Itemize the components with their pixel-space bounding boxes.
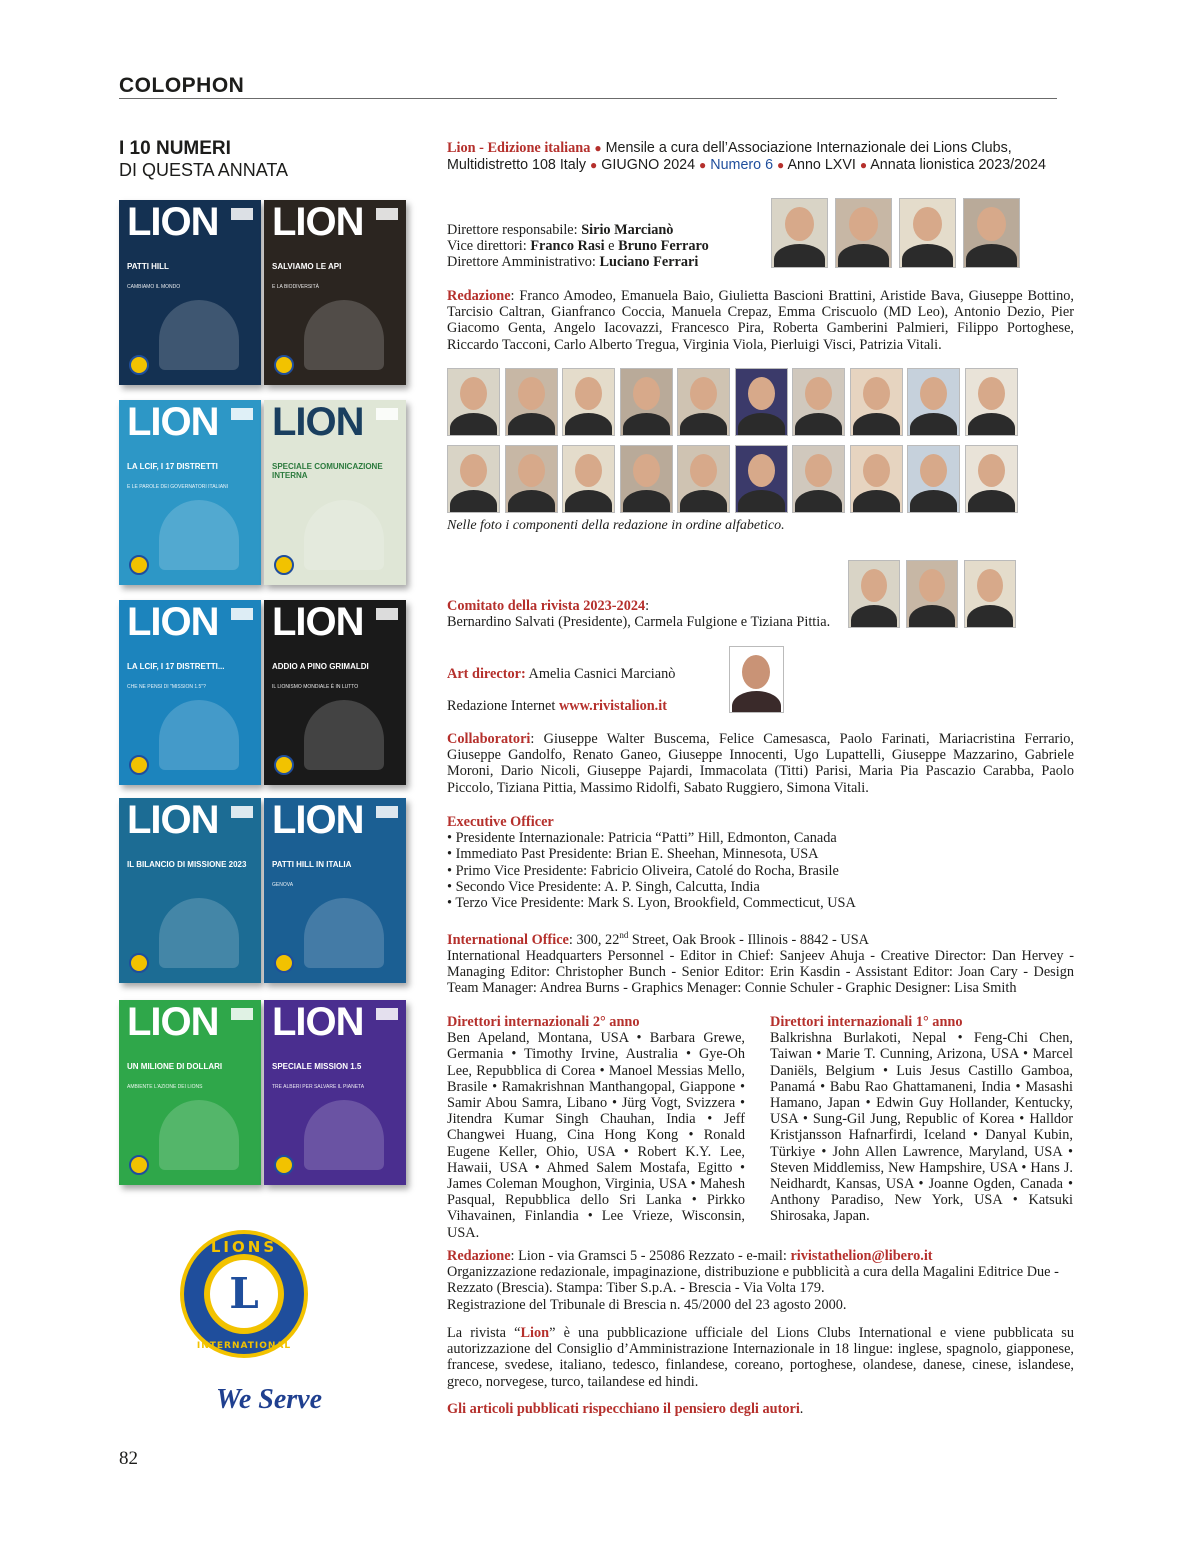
cover-masthead: LION xyxy=(272,400,364,444)
lions-emblem-icon xyxy=(274,755,294,775)
logo-letter: L xyxy=(229,1269,259,1318)
cover-headline: SALVIAMO LE API xyxy=(272,262,342,271)
portrait-photo xyxy=(850,368,903,436)
portrait-photo xyxy=(792,368,845,436)
cover-masthead: LION xyxy=(127,400,219,444)
comitato-text: Bernardino Salvati (Presidente), Carmela Fulgione e Tiziana Pittia. xyxy=(447,614,831,631)
cover-subheadline: AMBIENTE L'AZIONE DEI LIONS xyxy=(127,1084,203,1090)
portrait-photo xyxy=(505,445,558,513)
directors-2nd-year-block xyxy=(447,1014,745,1241)
portrait-photo xyxy=(848,560,900,628)
cover-masthead: LION xyxy=(272,600,364,644)
cover-headline: IL BILANCIO DI MISSIONE 2023 xyxy=(127,860,247,869)
cover-subheadline: E LE PAROLE DEI GOVERNATORI ITALIANI xyxy=(127,484,229,490)
office-personnel: International Headquarters Personnel - Editor in Chief: Sanjeev Ahuja - Creative Director: Dan Hervey - Managing Editor: Christopher Bunch - Senior Editor: Erin Kasdin - Assistant Editor: Joan Cary - Design Team Manager: Andrea Burns - Graphics Menager: Connie Schuler - Graphic Designer: Lisa Smith xyxy=(447,947,1074,997)
magazine-cover xyxy=(264,400,406,585)
cover-barcode-icon xyxy=(231,208,253,220)
edition-season: Annata lionistica 2023/2024 xyxy=(870,156,1046,173)
executive-item: • Terzo Vice Presidente: Mark S. Lyon, Brookfield, Commecticut, USA xyxy=(447,895,856,912)
lions-emblem-icon xyxy=(274,355,294,375)
redazione-text: : Franco Amodeo, Emanuela Baio, Giulietta Bascioni Brattini, Aristide Bava, Giuseppe Bottino, Tarcisio Caltran, Gianfranco Coccia, Manuela Crepaz, Emma Criscuolo (MD Leo), Antonio Dezio, Pier Giacomo Genta, Angelo Iacovazzi, Francesco Pira, Roberta Gamberini Palmieri, Filippo Portoghese, Riccardo Tacconi, Carlo Alberto Tregua, Virginia Viola, Pierluigi Visci, Patrizia Vitali. xyxy=(447,288,1074,353)
cover-headline: ADDIO A PINO GRIMALDI xyxy=(272,662,369,671)
portrait-photo xyxy=(850,445,903,513)
executive-item: • Immediato Past Presidente: Brian E. Sheehan, Minnesota, USA xyxy=(447,846,819,863)
comitato-colon: : xyxy=(645,598,650,614)
cover-barcode-icon xyxy=(376,608,398,620)
executive-block xyxy=(447,814,1074,911)
cover-headline: LA LCIF, I 17 DISTRETTI... xyxy=(127,662,225,671)
edition-info xyxy=(447,140,1087,173)
director-label: Direttore responsabile: xyxy=(447,222,582,238)
lions-emblem-icon xyxy=(129,555,149,575)
redazione-address-label: Redazione xyxy=(447,1248,511,1264)
cover-barcode-icon xyxy=(376,1008,398,1020)
cover-artwork xyxy=(304,300,384,370)
cover-artwork xyxy=(159,300,239,370)
portrait-photo xyxy=(505,368,558,436)
publishing-info: Organizzazione redazionale, impaginazione, distribuzione e pubblicità a cura della Magalini Editrice Due - Rezzato (Brescia). Stampa: Tiber S.p.A. - Brescia - Via Volta 179. xyxy=(447,1264,1059,1297)
cover-subheadline: TRE ALBERI PER SALVARE IL PIANETA xyxy=(272,1084,365,1090)
internet-block xyxy=(447,698,707,714)
redazione-address-block xyxy=(447,1248,1074,1313)
cover-masthead: LION xyxy=(272,798,364,842)
bullet-icon: ● xyxy=(777,157,785,172)
cover-headline: PATTI HILL xyxy=(127,262,169,271)
executive-item: • Primo Vice Presidente: Fabricio Oliveira, Catolé do Rocha, Brasile xyxy=(447,862,839,879)
official-text: ” è una pubblicazione ufficiale del Lions Clubs International e viene pubblicata su autorizzazione del Consiglio d’Amministrazione Internazionale in 18 lingue: inglese, spagnolo, giapponese, francese, svedese, italiano, tedesco, finlandese, coreano, portoghese, olandese, danese, cinese, islandese, greco, norvegese, turco, tailandese ed hindi. xyxy=(447,1325,1074,1390)
edition-title: Lion - Edizione italiana xyxy=(447,140,591,156)
magazine-cover xyxy=(264,600,406,785)
admin-director-label: Direttore Amministrativo: xyxy=(447,254,600,271)
issues-heading: I 10 NUMERI xyxy=(119,138,231,159)
directors-1st-year-text: Balkrishna Burlakoti, Nepal • Feng-Chi Chen, Taiwan • Marie T. Cunning, Arizona, USA • Marcel Daniëls, Belgium • Luis Jesus Castillo Gamboa, Panamá • Babu Rao Ghattamaneni, India • Masashi Hamano, Japan • Edwin Guy Hollander, Kentucky, USA • Sung-Gil Jung, Republic of Korea • Halldor Kristjansson Hafnarfirdi, Iceland • Danyal Kubin, Türkiye • John Allen Lawrence, Maryland, USA • Steven Middlemiss, New Hampshire, USA • Hans J. Neidhardt, Kansas, USA • Joanne Ogden, Canada • Anthony Paradiso, New York, USA • Katsuki Shirosaka, Japan. xyxy=(770,1030,1073,1225)
cover-subheadline: CHE NE PENSI DI "MISSION 1.5"? xyxy=(127,684,206,690)
lions-emblem-icon xyxy=(129,1155,149,1175)
issues-subheading: DI QUESTA ANNATA xyxy=(119,160,289,180)
portrait-photo xyxy=(447,445,500,513)
director-name: Sirio Marcianò xyxy=(581,222,674,238)
cover-headline: SPECIALE MISSION 1.5 xyxy=(272,1062,362,1071)
office-address: Street, Oak Brook - Illinois - 8842 - USA xyxy=(628,931,869,948)
cover-masthead: LION xyxy=(127,200,219,244)
disclaimer-dot: . xyxy=(799,1401,804,1417)
international-office-label: International Office xyxy=(447,931,569,948)
portrait-photo xyxy=(965,368,1018,436)
executive-item: • Secondo Vice Presidente: A. P. Singh, Calcutta, India xyxy=(447,878,760,895)
executive-item: • Presidente Internazionale: Patricia “Patti” Hill, Edmonton, Canada xyxy=(447,830,837,847)
directors-2nd-year-label: Direttori internazionali 2° anno xyxy=(447,1014,640,1030)
page-number: 82 xyxy=(119,1448,138,1469)
cover-artwork xyxy=(304,700,384,770)
directors-2nd-year-text: Ben Apeland, Montana, USA • Barbara Grewe, Germania • Timothy Irvine, Australia • Gye-Oh Lee, Repubblica di Corea • Manoel Messias Mello, Brasile • Ramakrishnan Manthangopal, Giappone • Samir Abou Samra, Libano • Jürg Vogt, Svizzera • Jitendra Kumar Singh Chauhan, India • Jeff Changwei Huang, Cina Hong Kong • Ronald Eugene Keller, Ohio, USA • Robert K.Y. Lee, Hawaii, USA • Ahmed Salem Mostafa, Egitto • James Coleman Moughon, Virginia, USA • Mahesh Pasqual, Repubblica dello Sri Lanka • Pirkko Vihavainen, Finlandia • Lee Vrieze, Wisconsin, USA. xyxy=(447,1030,745,1241)
disclaimer-block xyxy=(447,1401,1074,1417)
cover-barcode-icon xyxy=(376,208,398,220)
comitato-block xyxy=(447,598,847,630)
portrait-photo xyxy=(906,560,958,628)
magazine-cover xyxy=(119,798,261,983)
ordinal-suffix: nd xyxy=(619,930,629,940)
cover-barcode-icon xyxy=(231,608,253,620)
art-director-name: Amelia Casnici Marcianò xyxy=(525,666,676,682)
conjunction: e xyxy=(604,238,619,255)
cover-headline: UN MILIONE DI DOLLARI xyxy=(127,1062,223,1071)
cover-headline: SPECIALE COMUNICAZIONE INTERNA xyxy=(272,462,383,480)
registration-info: Registrazione del Tribunale di Brescia n. 45/2000 del 23 agosto 2000. xyxy=(447,1296,847,1313)
portrait-photo xyxy=(907,368,960,436)
redazione-address: : Lion - via Gramsci 5 - 25086 Rezzato - e-mail: xyxy=(510,1248,791,1264)
cover-masthead: LION xyxy=(127,600,219,644)
portrait-photo xyxy=(907,445,960,513)
cover-subheadline: IL LIONISMO MONDIALE È IN LUTTO xyxy=(272,684,359,690)
cover-barcode-icon xyxy=(231,806,253,818)
cover-artwork xyxy=(304,500,384,570)
cover-masthead: LION xyxy=(127,798,219,842)
cover-artwork xyxy=(304,1100,384,1170)
disclaimer-text: Gli articoli pubblicati rispecchiano il pensiero degli autori xyxy=(447,1401,800,1417)
magazine-cover xyxy=(119,200,261,385)
collaboratori-text: : Giuseppe Walter Buscema, Felice Camesasca, Paolo Farinati, Mariacristina Ferrario, Giuseppe Gandolfo, Renato Ganeo, Giuseppe Innocenti, Ugo Lupattelli, Giuseppe Mazzarino, Gabriele Moroni, Dario Nicoli, Giuseppe Pajardi, Immacolata (Titti) Parisi, Maria Pia Pascazio Carabba, Paolo Piccolo, Tiziana Pittia, Massimo Ridolfi, Sabato Ruggiero, Simona Vitali. xyxy=(447,731,1074,796)
redazione-block xyxy=(447,288,1074,353)
directors-1st-year-label: Direttori internazionali 1° anno xyxy=(770,1014,963,1030)
cover-subheadline: GENOVA xyxy=(272,882,294,888)
lions-emblem-icon xyxy=(274,1155,294,1175)
collaboratori-label: Collaboratori xyxy=(447,731,531,747)
edition-date: GIUGNO 2024 xyxy=(601,156,696,173)
magazine-cover xyxy=(119,600,261,785)
portrait-photo xyxy=(620,445,673,513)
magazine-cover xyxy=(119,400,261,585)
cover-headline: PATTI HILL IN ITALIA xyxy=(272,860,352,869)
portrait-photo xyxy=(620,368,673,436)
portrait-photo xyxy=(735,368,788,436)
directors-block xyxy=(447,222,767,271)
portrait-photo xyxy=(735,445,788,513)
portrait-photo xyxy=(562,368,615,436)
lions-emblem-icon xyxy=(274,555,294,575)
logo-top-text: LIONS xyxy=(210,1238,278,1256)
art-director-label: Art director: xyxy=(447,666,526,682)
email-link[interactable]: rivistathelion@libero.it xyxy=(790,1248,933,1264)
cover-artwork xyxy=(159,500,239,570)
magazine-name: Lion xyxy=(520,1325,550,1341)
comitato-label: Comitato della rivista 2023-2024 xyxy=(447,598,646,614)
portrait-photo xyxy=(835,198,892,268)
portrait-photo xyxy=(899,198,956,268)
lions-emblem-icon xyxy=(129,755,149,775)
portrait-photo xyxy=(964,560,1016,628)
portrait-photo xyxy=(792,445,845,513)
cover-masthead: LION xyxy=(272,1000,364,1044)
lions-emblem-icon xyxy=(129,953,149,973)
cover-subheadline: E LA BIODIVERSITÀ xyxy=(272,284,319,290)
bullet-icon: ● xyxy=(590,157,598,172)
collaboratori-block xyxy=(447,731,1074,796)
lions-international-logo xyxy=(178,1228,310,1360)
bullet-icon: ● xyxy=(594,141,602,155)
internet-label: Redazione Internet xyxy=(447,698,559,714)
edition-number: Numero 6 xyxy=(710,156,774,173)
admin-director-name: Luciano Ferrari xyxy=(599,254,699,271)
vice-directors-label: Vice direttori: xyxy=(447,238,531,255)
portrait-photo xyxy=(677,445,730,513)
header-divider xyxy=(119,98,1057,99)
vice-director-name: Franco Rasi xyxy=(530,238,605,255)
cover-masthead: LION xyxy=(272,200,364,244)
bullet-icon: ● xyxy=(699,157,707,172)
bullet-icon: ● xyxy=(859,157,868,172)
cover-artwork xyxy=(159,1100,239,1170)
art-director-photo xyxy=(729,646,784,713)
magazine-cover xyxy=(264,1000,406,1185)
cover-barcode-icon xyxy=(231,408,253,420)
magazine-cover xyxy=(264,798,406,983)
edition-part2: Multidistretto 108 Italy xyxy=(447,156,587,173)
vice-director-name: Bruno Ferraro xyxy=(618,238,709,255)
cover-barcode-icon xyxy=(376,408,398,420)
page-title: COLOPHON xyxy=(119,74,245,97)
photo-caption: Nelle foto i componenti della redazione in ordine alfabetico. xyxy=(447,518,785,533)
magazine-cover xyxy=(119,1000,261,1185)
cover-barcode-icon xyxy=(376,806,398,818)
cover-artwork xyxy=(159,700,239,770)
cover-artwork xyxy=(159,898,239,968)
cover-artwork xyxy=(304,898,384,968)
office-address: : 300, 22 xyxy=(568,931,620,948)
portrait-photo xyxy=(965,445,1018,513)
cover-masthead: LION xyxy=(127,1000,219,1044)
magazine-cover xyxy=(264,200,406,385)
redazione-label: Redazione xyxy=(447,288,511,304)
cover-headline: LA LCIF, I 17 DISTRETTI xyxy=(127,462,218,471)
cover-subheadline: CAMBIAMO IL MONDO xyxy=(127,284,181,290)
portrait-photo xyxy=(562,445,615,513)
logo-motto: We Serve xyxy=(216,1384,322,1415)
edition-part1: Mensile a cura dell’Associazione Internazionale dei Lions Clubs, xyxy=(605,140,1012,156)
lions-emblem-icon xyxy=(274,953,294,973)
directors-1st-year-block xyxy=(770,1014,1073,1225)
website-link[interactable]: www.rivistalion.it xyxy=(558,698,667,714)
logo-bottom-text: INTERNATIONAL xyxy=(196,1341,292,1351)
art-director-block xyxy=(447,666,707,682)
lions-emblem-icon xyxy=(129,355,149,375)
portrait-photo xyxy=(447,368,500,436)
international-office-block xyxy=(447,927,1074,997)
cover-barcode-icon xyxy=(231,1008,253,1020)
portrait-photo xyxy=(677,368,730,436)
official-text: La rivista “ xyxy=(447,1325,521,1341)
edition-year: Anno LXVI xyxy=(787,156,856,173)
official-publication-block xyxy=(447,1325,1074,1390)
executive-label: Executive Officer xyxy=(447,814,554,830)
portrait-photo xyxy=(963,198,1020,268)
portrait-photo xyxy=(771,198,828,268)
